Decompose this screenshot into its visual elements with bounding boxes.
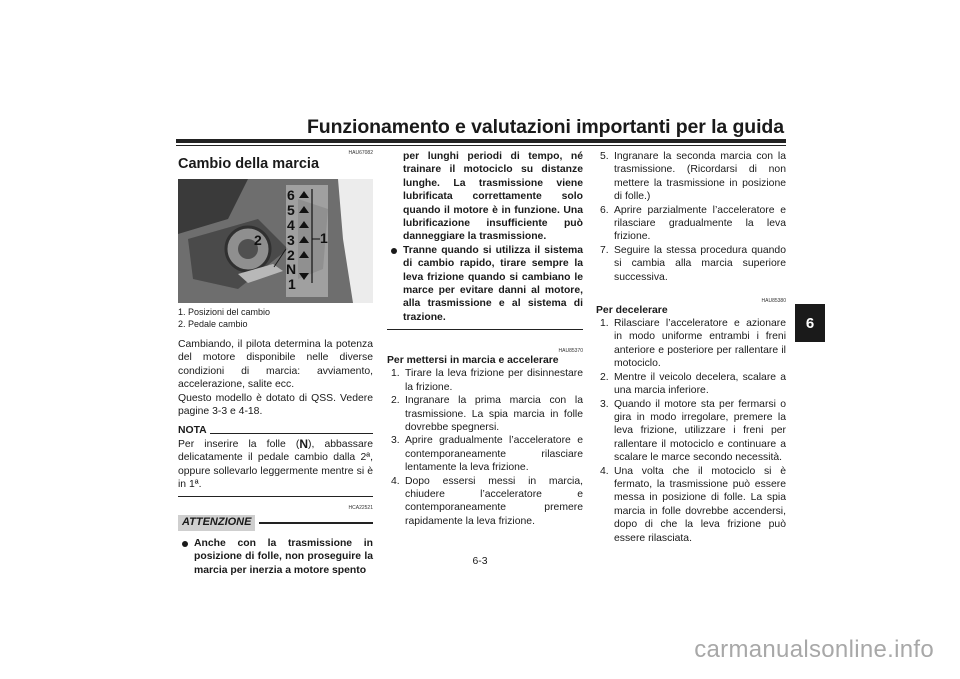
step-text: Rilasciare l’acceleratore e azionare in modo uniforme entrambi i freni anteriore e posteriore per rallentare il motociclo. (614, 318, 786, 370)
caution-end-rule (387, 329, 583, 330)
step-text: Quando il motore sta per fermarsi o gira in modo irregolare, premere la leva frizione, utilizzare i freni per rallentare il motociclo e continuare a scalare le marce secondo necessità. (614, 398, 786, 464)
section-heading: Cambio della marcia (178, 156, 320, 172)
column-1 (178, 150, 373, 577)
watermark[interactable]: carmanualsonline.info (694, 636, 934, 663)
step-text: Seguire la stessa procedura quando si cambia alla marcia superiore successiva. (614, 244, 786, 283)
caution-bullet: Anche con la trasmissione in posizione di folle, non proseguire la marcia per inerzia a motore spento (178, 537, 373, 577)
note-label: NOTA (178, 425, 207, 437)
step-number: 7. (600, 244, 609, 256)
list-item (391, 367, 583, 394)
caution-header (178, 515, 373, 530)
caution-code: HCA22521 (348, 505, 373, 512)
list-item (600, 244, 786, 284)
callout-2: 2 (254, 232, 262, 248)
list-item (391, 434, 583, 474)
figure-caption (178, 307, 373, 330)
step-text: Ingranare la seconda marcia con la trasmissione. (Ricordarsi di non mettere la trasmissione in posizione di folle.) (614, 151, 786, 203)
page-number: 6-3 (472, 556, 488, 567)
column-3 (596, 150, 786, 545)
page-header-title: Funzionamento e valutazioni importanti per la guida (306, 116, 784, 138)
step-text: Ingranare la prima marcia con la trasmissione. La spia marcia in folle dovrebbe spegnersi. (405, 395, 583, 433)
caution-rule (259, 522, 373, 524)
subsection-heading: Per mettersi in marcia e accelerare (387, 355, 559, 367)
start-steps-list (387, 367, 583, 528)
paragraph: Cambiando, il pilota determina la potenza del motore disponibile nelle diverse condizioni di marcia: avviamento, accelerazione, salite ecc. (178, 339, 373, 391)
list-item (600, 465, 786, 545)
step-number: 2. (391, 395, 400, 407)
list-item (391, 475, 583, 529)
note-rule (210, 433, 373, 434)
step-text: Una volta che il motociclo si è fermato, la trasmissione può essere messa in posizione di folle. La spia marcia in folle dovrebbe accendersi, dopo di che la leva frizione può essere rilasciata. (614, 465, 786, 544)
note-text (178, 438, 373, 492)
section-code: HAU67082 (348, 150, 373, 156)
list-item (391, 394, 583, 434)
step-number: 4. (391, 475, 400, 487)
caption-item: 1. Posizioni del cambio (178, 307, 271, 317)
paragraph: Questo modello è dotato di QSS. Vedere pagine 3-3 e 4-18. (178, 392, 373, 418)
step-number: 2. (600, 371, 609, 383)
subsection-heading: Per decelerare (596, 305, 668, 317)
gear-label-2: 2 (287, 247, 295, 263)
decelerate-steps-list (596, 317, 786, 545)
note-end-rule (178, 496, 373, 497)
gear-label-n: N (286, 261, 297, 277)
list-item (600, 398, 786, 465)
step-number: 1. (391, 368, 400, 380)
step-number: 1. (600, 318, 609, 330)
header-rule (176, 139, 786, 143)
note-header (178, 424, 373, 437)
start-steps-list-continued (596, 150, 786, 284)
caution-bullet-continued: per lunghi periodi di tempo, né trainare il motociclo su distanze lunghe. La trasmissione viene lubrificata correttamente solo quando il motore è in funzione. Una lubrificazione insufficiente può danneggiare la trasmissione. (403, 151, 583, 243)
chapter-tab[interactable]: 6 (795, 304, 825, 342)
step-number: 6. (600, 204, 609, 216)
gear-label-1: 1 (288, 276, 296, 292)
step-text: Aprire gradualmente l’acceleratore e contemporaneamente rilasciare lentamente la leva frizione. (405, 435, 583, 474)
callout-1: 1 (320, 230, 328, 246)
step-text: Mentre il veicolo decelera, scalare a una marcia inferiore. (614, 371, 786, 397)
list-item (600, 317, 786, 371)
gear-label-6: 6 (287, 187, 295, 203)
section-code: HAU85370 (558, 348, 583, 355)
step-text: Dopo essersi messi in marcia, chiudere l’acceleratore e contemporaneamente premere rapidamente la leva frizione. (405, 475, 583, 527)
section-code: HAU85380 (761, 298, 786, 305)
caution-bullet: Tranne quando si utilizza il sistema di cambio rapido, tirare sempre la leva frizione quando si cambiano le marce per evitare danni al motore, alla trasmissione e al sistema di trazione. (387, 244, 583, 324)
step-number: 3. (600, 398, 609, 410)
gear-label-3: 3 (287, 232, 295, 248)
caption-item: 2. Pedale cambio (178, 318, 248, 329)
header-rule-thin (176, 145, 786, 146)
step-number: 5. (600, 151, 609, 162)
shift-pedal-photo (178, 179, 373, 303)
step-text: Tirare la leva frizione per disinnestare la frizione. (405, 368, 583, 393)
list-item (600, 371, 786, 398)
column-2 (387, 150, 583, 528)
list-item (600, 150, 786, 204)
note-text-end: ), abbassare delicatamente il pedale cambio dalla 2ª, oppure sollevarlo leggermente mentre si è in 1ª. (178, 438, 373, 491)
gear-label-5: 5 (287, 202, 295, 218)
caution-label: ATTENZIONE (178, 515, 255, 530)
gear-label-4: 4 (287, 217, 295, 233)
note-text-start: Per inserire la folle ( (178, 438, 300, 450)
photo-illustration (178, 179, 373, 303)
neutral-icon: N (299, 436, 308, 451)
step-number: 3. (391, 435, 400, 447)
step-number: 4. (600, 465, 609, 477)
list-item (600, 204, 786, 244)
step-text: Aprire parzialmente l’acceleratore e rilasciare gradualmente la leva frizione. (614, 204, 786, 243)
